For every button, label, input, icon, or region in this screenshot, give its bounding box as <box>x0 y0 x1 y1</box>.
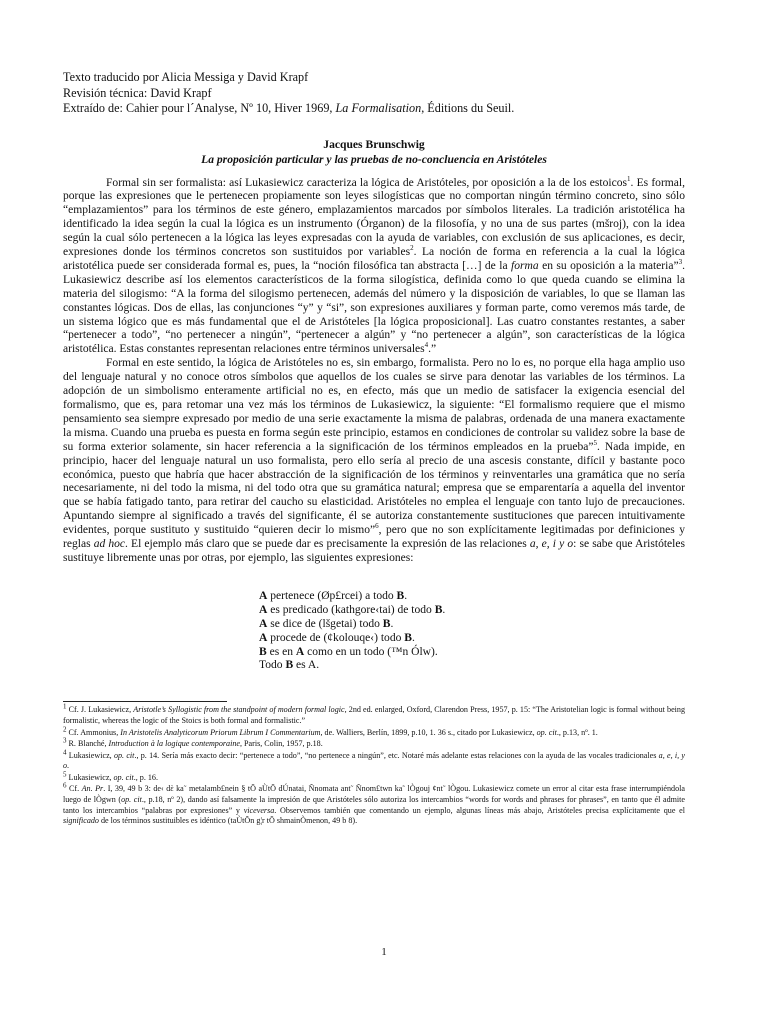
article-body <box>63 174 686 566</box>
example-line: A se dice de (lšgetai) todo B. <box>259 617 394 630</box>
example-line: A procede de (¢kolouqe‹) todo B. <box>259 631 415 644</box>
article-title: La proposición particular y las pruebas de no-concluencia en Aristóteles <box>201 152 547 166</box>
footnote-4: $^4$ Lukasiewicz, op. cit., p. 14. Sería más exacto decir: “pertenece a todo”, “no pertenece a ningún”, etc. Notaré más adelante estas relaciones con la ayuda de las vocales tradicionales a, e, i, y o. <box>63 748 685 771</box>
example-line: A pertenece (Øp£rcei) a todo B. <box>259 589 408 602</box>
technical-review-line: Revisión técnica: David Krapf <box>63 85 212 100</box>
footnote-ref-1[interactable]: 1 <box>626 174 631 183</box>
footnote-2: $^2$ Cf. Ammonius, In Aristotelis Analyticorum Priorum Librum I Commentarium, de. Walliers, Berlín, 1899, p.10, 1. 36 s., citado por Lukasiewicz, op. cit., p.13, nº. 1. <box>63 724 598 737</box>
source-line: Extraído de: Cahier pour l´Analyse, Nº 10, Hiver 1969, La Formalisation, Éditions du Seuil. <box>63 101 515 115</box>
article-author: Jacques Brunschwig <box>323 137 425 151</box>
footnote-divider <box>63 701 227 702</box>
footnote-ref-2[interactable]: 2 <box>410 244 414 253</box>
footnote-1: $^1$ Cf. J. Lukasiewicz, Aristotle’s Syllogistic from the standpoint of modern formal logic, 2nd ed. enlarged, Oxford, Clarendon Press, 1957, p. 15: “The Aristotelian logic is formal without being formalistic, whereas the logic of the Stoics is both formal and formalistic.” <box>63 702 686 725</box>
example-line: Todo B es A. <box>259 659 320 672</box>
footnote-3: $^3$ R. Blanché, Introduction à la logique contemporaine, Paris, Colin, 1957, p.18. <box>63 736 323 749</box>
document-page <box>63 70 685 828</box>
footnote-6: $^6$ Cf. An. Pr. I, 39, 49 b 3: de‹ dὲ ka˜ metalamb£nein § tÕ aÙtÕ dÚnatai, Ñnomata ant˜ Ñnom£twn ka˜ lÒgouj ¢nt˜ lÒgou. Lukasiewicz comete un error al citar esta frase interrumpiéndola luego de lÒgwn (op. cit., p.18, nº 2), dando así falsamente la impresión de que Aristóteles sólo autoriza los intercambios “words for words and phrases for phrases”, en tanto que él admite tanto los intercambios “palabras por expresiones” y viceversa. Observemos también que comentando un ejemplo, algunas líneas más abajo, Aristóteles precisa explícitamente que el significado de los términos sustituibles es idéntico (taÙtÕn g¦r tÕ shmainÒmenon, 49 b 8). <box>63 781 685 826</box>
translation-credits <box>63 70 685 117</box>
footnote-ref-3[interactable]: 3 <box>678 258 683 267</box>
translator-line: Texto traducido por Alicia Messiga y David Krapf <box>63 70 309 84</box>
footnote-5: $^5$ Lukasiewicz, op. cit., p. 16. <box>63 770 158 782</box>
example-line: A es predicado (kathgore‹tai) de todo B. <box>259 603 446 616</box>
footnote-ref-4[interactable]: 4 <box>424 341 429 350</box>
example-line: B es en A como en un todo (™n Ólw). <box>259 645 438 658</box>
footnotes <box>63 702 686 827</box>
footnote-ref-6[interactable]: 6 <box>375 522 379 531</box>
paragraph-2: Formal en este sentido, la lógica de Aristóteles no es, sin embargo, formalista. Pero no lo es, no porque ella haga amplio uso del lenguaje natural y no conoce otros símbolos que aquellos de los cuales se sirve para denotar las variables de los términos. La adopción de un simbolismo enteramente artificial no es, en efecto, más que un medio de satisfacer la exigencia esencial del formalismo, que es, para retomar una vez más los términos de Lukasiewicz, la siguiente: “El formalismo requiere que el mismo pensamiento sea siempre expresado por medio de una serie exactamente la misma de palabras, ordenada de una manera exactamente la misma. Cuando una prueba es puesta en forma según este principio, estamos en condiciones de controlar su validez sobre la base de su forma exterior solamente, sin hacer referencia a la significación de los términos empleados en la prueba”$^5$. Nada impide, en principio, hacer del lenguaje natural un uso formalista, pero ello sería al precio de una ascesis constante, difícil y bastante poco económica, puesto que habría que hacer abstracción de la significación de los términos y reinventarles una gramática que no sería necesariamente, ni del todo la misma, ni del todo otra que su gramática natural; empresa que se emparentaría a aquella del inventor que se había fatigado tanto, para retirar del caucho su elasticidad. Aristóteles no emplea el lenguaje con tanto lujo de precauciones. Apuntando siempre al significado a través del significante, él se autoriza constantemente sustituciones que parecen intuitivamente evidentes, porque sustituto y sustituido “quieren decir lo mismo”$^6$, pero que no son explícitamente legitimadas por definiciones y reglas ad hoc. El ejemplo más claro que se puede dar es precisamente la expresión de las relaciones a, e, i y o: se sabe que Aristóteles sustituye libremente unas por otras, por ejemplo, las siguientes expresiones: <box>63 357 686 564</box>
article-title-block <box>63 137 685 167</box>
paragraph-1: Formal sin ser formalista: así Lukasiewicz caracteriza la lógica de Aristóteles, por oposición a la de los estoicos$^1$. Es formal, porque las expresiones que le pertenecen propiamente son leyes silogísticas que no comportan ningún término concreto, sino sólo “emplazamientos” para los términos de este género, emplazamientos marcados por símbolos literales. La tradición aristotélica ha identificado la idea según la cual la lógica es un instrumento (Órganon) de la filosofía, y no una de sus partes (mšroj), con la idea según la cual sólo pertenecen a la lógica las leyes expresadas con la ayuda de variables, con exclusión de sus aplicaciones, es decir, expresiones donde los términos concretos son sustituidos por variables$^2$. La noción de forma en referencia a la cual la lógica aristotélica puede ser considerada formal es, pues, la “noción filosófica tan abstracta […] de la forma en su oposición a la materia”$^3$. Lukasiewicz describe así los elementos característicos de la forma silogística, definida como lo que queda cuando se elimina la materia del silogismo: “A la forma del silogismo pertenecen, además del número y la disposición de variables, lo que se llaman las constantes lógicas. Dos de ellas, las conjunciones “y” y “si”, son expresiones auxiliares y forman parte, como veremos más tarde, de un sistema lógico que es más fundamental que el de Aristóteles [la lógica proposicional]. Las cuatro constantes restantes, a saber “pertenecer a todo”, “no pertenecer a ningún”, “pertenecer a algún” y “no pertenecer a algún”, son características de la lógica aristotélica. Estas constantes representan relaciones entre términos universales$^4$.” <box>63 174 685 356</box>
page-number: 1 <box>381 946 387 958</box>
example-expressions <box>259 590 685 673</box>
footnote-ref-5[interactable]: 5 <box>593 438 597 447</box>
